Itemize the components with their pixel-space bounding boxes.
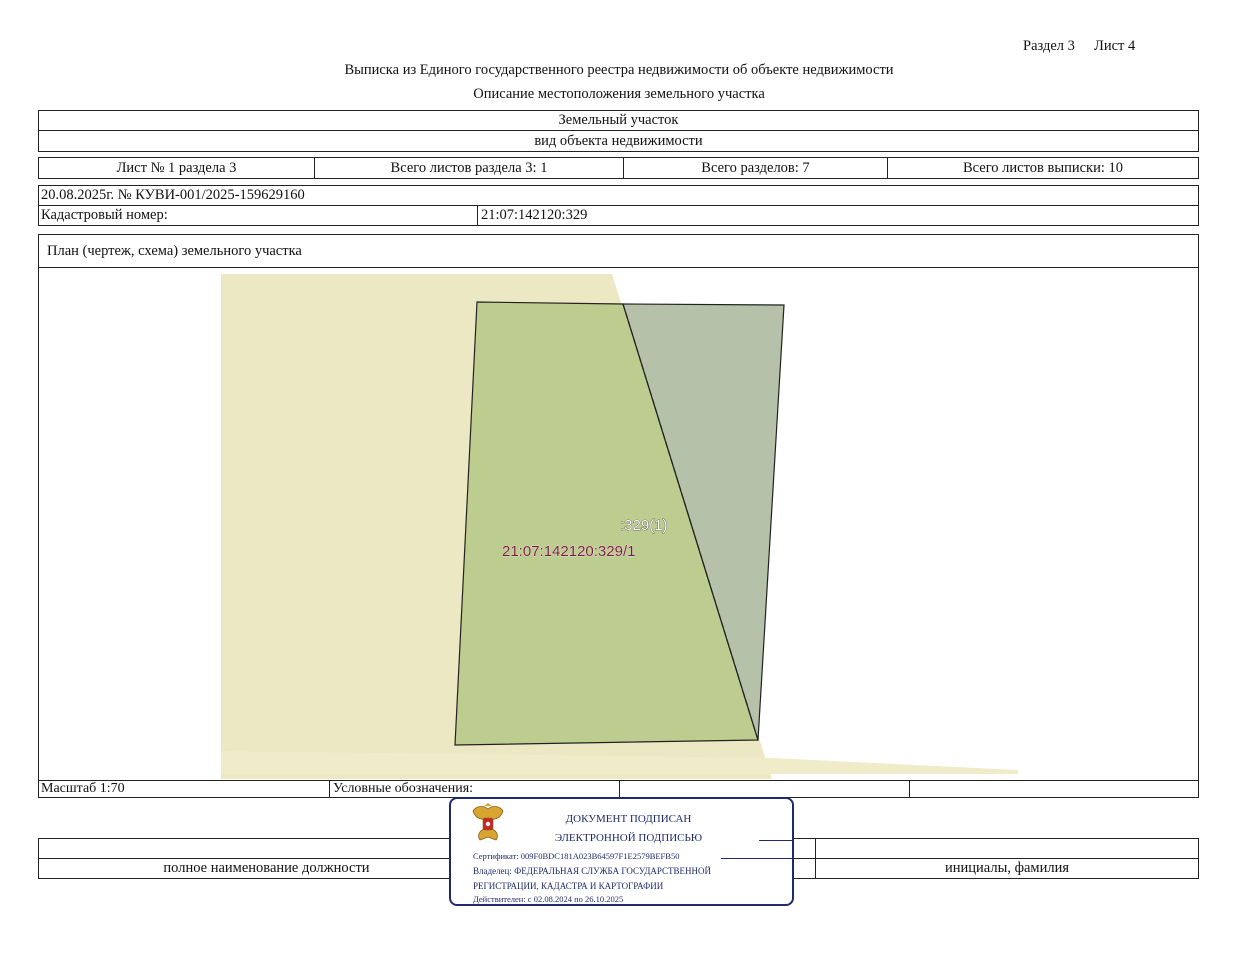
legend-label: Условные обозначения: (333, 781, 474, 796)
sheet-of-section: Лист № 1 раздела 3 (116, 159, 237, 176)
total-sheets-section: Всего листов раздела 3: 1 (390, 159, 548, 176)
object-type-value: Земельный участок (558, 112, 679, 128)
section-label: Раздел 3 (1023, 38, 1075, 54)
position-caption: полное наименование должности (163, 860, 370, 876)
scale-legend-row (38, 780, 1199, 798)
sheet-label: Лист 4 (1094, 38, 1136, 54)
cadastral-label: Кадастровый номер: (41, 207, 168, 223)
stamp-owner-line2: РЕГИСТРАЦИИ, КАДАСТРА И КАРТОГРАФИИ (473, 881, 664, 891)
parcel-label: 21:07:142120:329/1 (502, 543, 636, 560)
scale-label: Масштаб 1:70 (41, 781, 125, 796)
document-info-box (38, 185, 1199, 226)
stamp-line2: ЭЛЕКТРОННОЙ ПОДПИСЬЮ (554, 832, 703, 844)
object-type-caption: вид объекта недвижимости (534, 132, 703, 149)
object-type-box (38, 110, 1199, 152)
part-label: :329(1) (620, 517, 668, 534)
parcel-plan-drawing (40, 268, 1197, 779)
total-sections: Всего разделов: 7 (701, 159, 810, 176)
document-subtitle: Описание местоположения земельного участка (473, 86, 765, 102)
document-title: Выписка из Единого государственного реестра недвижимости об объекте недвижимости (344, 62, 894, 78)
plan-title: План (чертеж, схема) земельного участка (47, 243, 302, 259)
date-number: 20.08.2025г. № КУВИ-001/2025-159629160 (41, 187, 305, 203)
sheets-row (38, 157, 1199, 179)
stamp-owner-line1: Владелец: ФЕДЕРАЛЬНАЯ СЛУЖБА ГОСУДАРСТВЕННОЙ (473, 866, 712, 876)
initials-caption: инициалы, фамилия (944, 860, 1070, 876)
stamp-certificate: Сертификат: 009F0BDC181A023B64597F1E2579BEFB50 (473, 851, 680, 861)
cadastral-number: 21:07:142120:329 (481, 207, 588, 223)
stamp-valid: Действителен: с 02.08.2024 по 26.10.2025 (473, 894, 624, 904)
stamp-line1: ДОКУМЕНТ ПОДПИСАН (565, 813, 692, 825)
electronic-signature-stamp (449, 797, 794, 906)
total-sheets-extract: Всего листов выписки: 10 (963, 159, 1123, 176)
